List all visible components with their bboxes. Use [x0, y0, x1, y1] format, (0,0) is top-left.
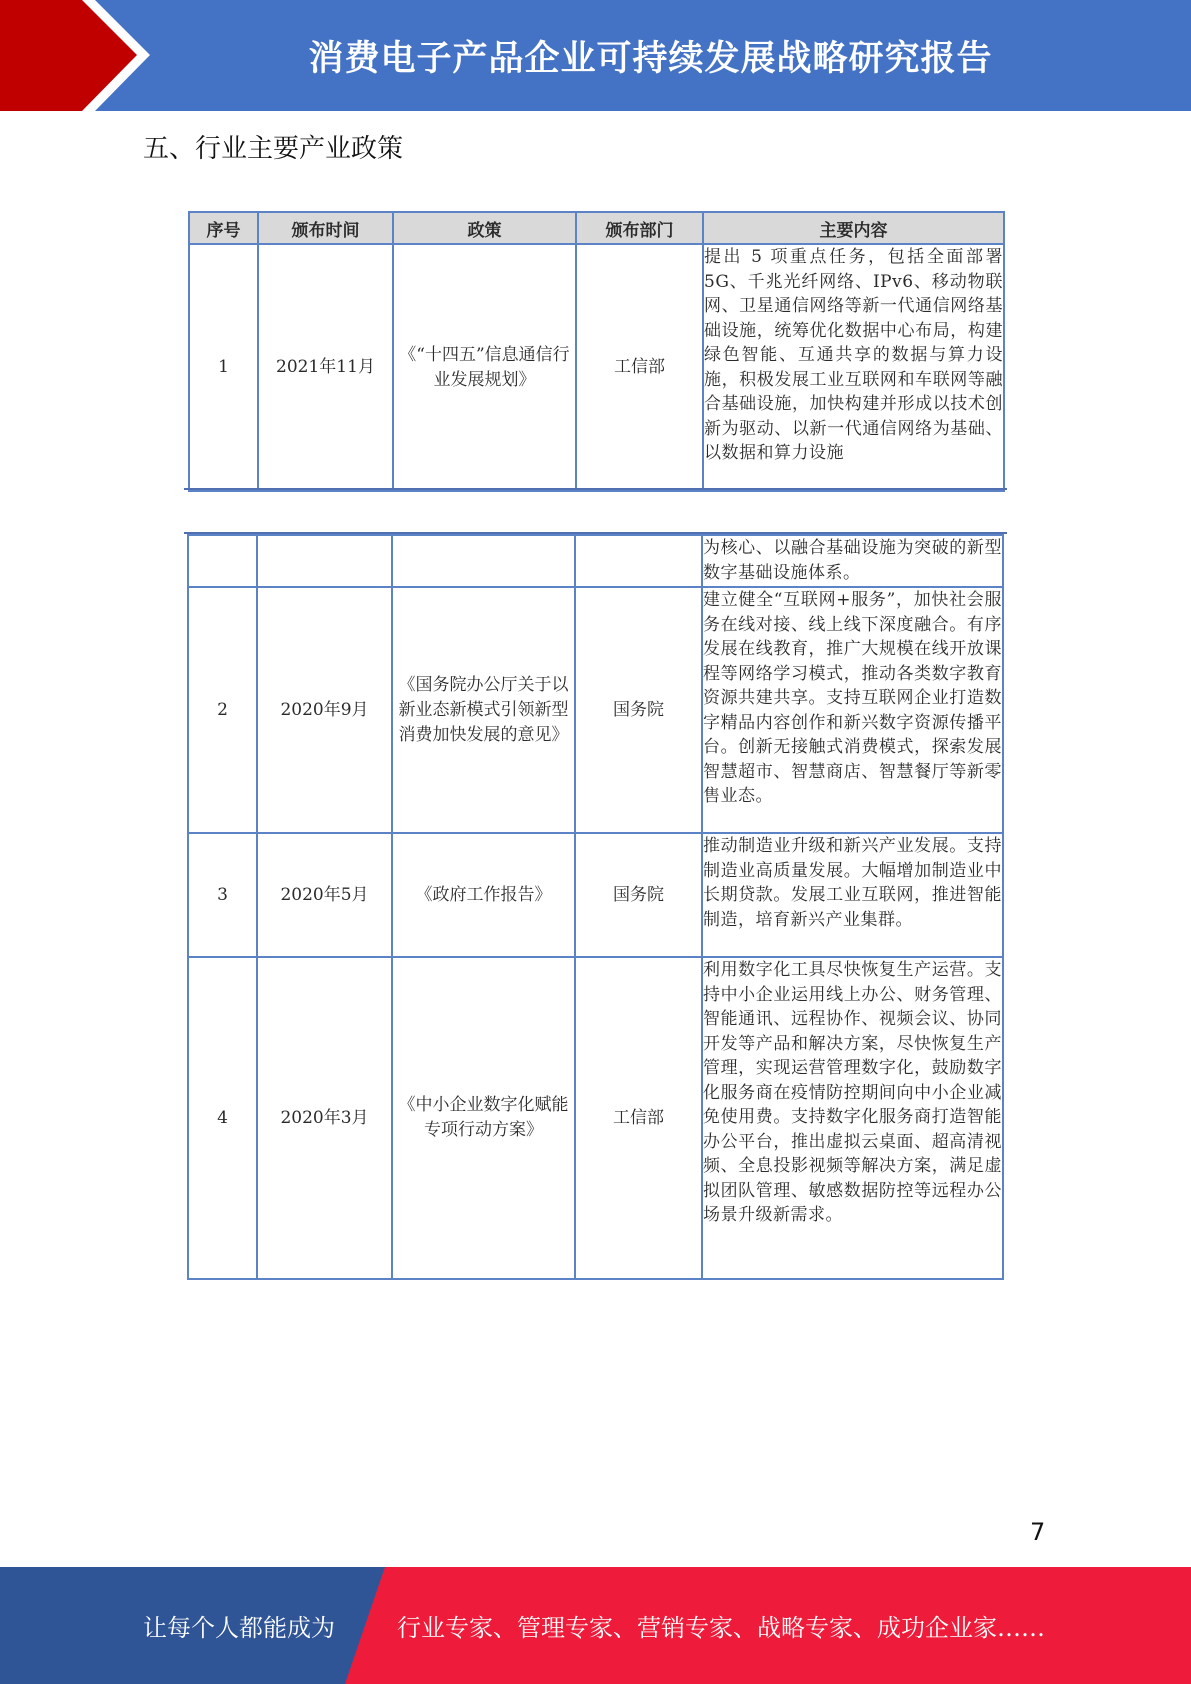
row-no: 3: [188, 833, 257, 957]
report-title: 消费电子产品企业可持续发展战略研究报告: [308, 38, 993, 79]
row-content: 利用数字化工具尽快恢复生产运营。支持中小企业运用线上办公、财务管理、智能通讯、远程协作、视频会议、协同开发等产品和解决方案，尽快恢复生产管理，实现运营管理数字化，鼓励数字化服务商在疫情防控期间向中小企业减免使用费。支持数字化服务商打造智能办公平台，推出虚拟云桌面、超高清视频、全息投影视频等解决方案，满足虚拟团队管理、敏感数据防控等远程办公场景升级新需求。: [702, 957, 1003, 1279]
page-number: 7: [1030, 1518, 1046, 1546]
row-dept: 国务院: [575, 833, 702, 957]
table-divider: [184, 488, 1007, 490]
row-policy: 《中小企业数字化赋能专项行动方案》: [392, 957, 575, 1279]
footer-band: [0, 1567, 1191, 1684]
table-row: [188, 587, 1003, 833]
row-no: 1: [189, 244, 258, 491]
row-dept: [575, 535, 702, 587]
header-policy: 政策: [393, 212, 576, 244]
row-content: 建立健全“互联网+服务”，加快社会服务在线对接、线上线下深度融合。有序发展在线教育，推广大规模在线开放课程等网络学习模式，推动各类数字教育资源共建共享。支持互联网企业打造数字精品内容创作和新兴数字资源传播平台。创新无接触式消费模式，探索发展智慧超市、智慧商店、智慧餐厅等新零售业态。: [702, 587, 1003, 833]
header-date: 颁布时间: [258, 212, 393, 244]
row-date: 2020年9月: [257, 587, 392, 833]
row-no: 2: [188, 587, 257, 833]
row-content: 提出 5 项重点任务，包括全面部署 5G、千兆光纤网络、IPv6、移动物联网、卫星通信网络等新一代通信网络基础设施，统筹优化数据中心布局，构建绿色智能、互通共享的数据与算力设施，积极发展工业互联网和车联网等融合基础设施，加快构建并形成以技术创新为驱动、以新一代通信网络为基础、以数据和算力设施: [703, 244, 1004, 491]
footer-slogan-left: 让每个人都能成为: [143, 1614, 335, 1642]
table-row-continued: [188, 535, 1003, 587]
header-dept: 颁布部门: [576, 212, 703, 244]
table-row: [188, 957, 1003, 1279]
header-no: 序号: [189, 212, 258, 244]
footer-slogan-right: 行业专家、管理专家、营销专家、战略专家、成功企业家……: [397, 1614, 1045, 1642]
table-header-row: [189, 212, 1004, 244]
row-dept: 国务院: [575, 587, 702, 833]
table-row: [189, 244, 1004, 491]
row-dept: 工信部: [575, 957, 702, 1279]
row-date: 2020年5月: [257, 833, 392, 957]
table-row: [188, 833, 1003, 957]
row-dept: 工信部: [576, 244, 703, 491]
row-policy: [392, 535, 575, 587]
row-no: 4: [188, 957, 257, 1279]
row-content: 推动制造业升级和新兴产业发展。支持制造业高质量发展。大幅增加制造业中长期贷款。发展工业互联网，推进智能制造，培育新兴产业集群。: [702, 833, 1003, 957]
row-content: 为核心、以融合基础设施为突破的新型数字基础设施体系。: [702, 535, 1003, 587]
row-policy: 《国务院办公厅关于以新业态新模式引领新型消费加快发展的意见》: [392, 587, 575, 833]
header-arrow-icon: [0, 0, 160, 111]
row-date: [257, 535, 392, 587]
row-policy: 《“十四五”信息通信行业发展规划》: [393, 244, 576, 491]
row-date: 2020年3月: [257, 957, 392, 1279]
row-date: 2021年11月: [258, 244, 393, 491]
policy-table-part2: [187, 534, 1004, 1280]
row-no: [188, 535, 257, 587]
header-content: 主要内容: [703, 212, 1004, 244]
section-title: 五、行业主要产业政策: [143, 134, 404, 164]
row-policy: 《政府工作报告》: [392, 833, 575, 957]
policy-table-part1: [188, 211, 1005, 492]
